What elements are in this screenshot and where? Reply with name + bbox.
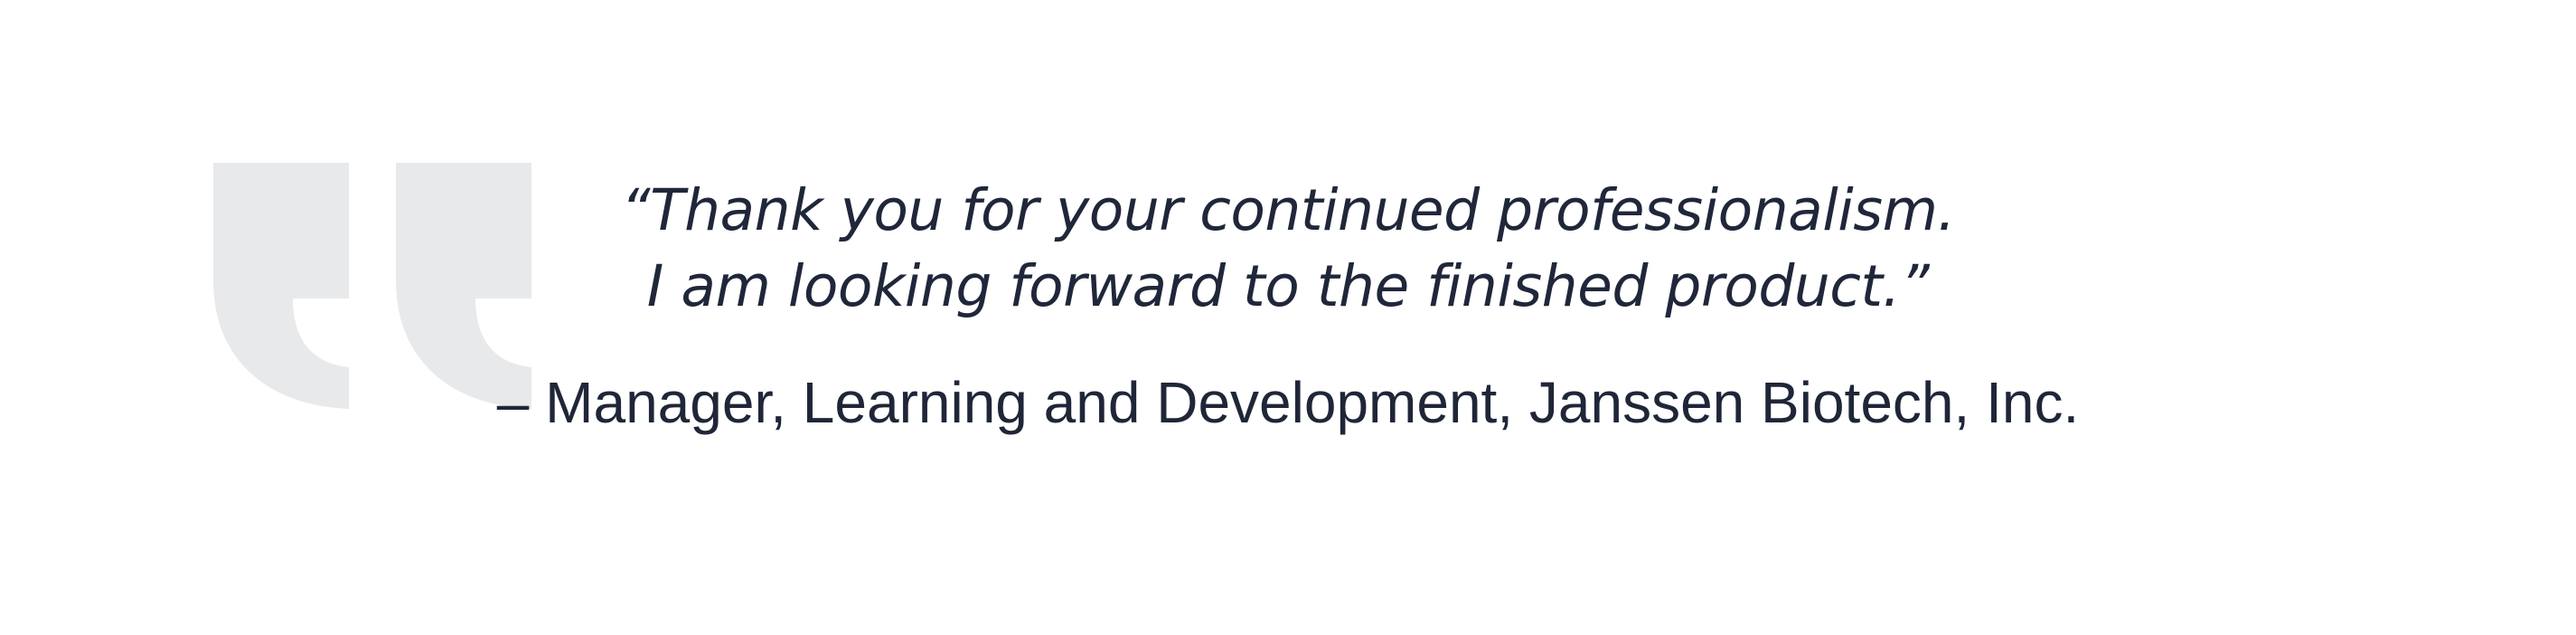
quote-line-1: “Thank you for your continued professionalism. [621,177,1955,243]
quote-attribution: – Manager, Learning and Development, Janssen Biotech, Inc. [496,370,2080,435]
quote-line-2: I am looking forward to the finished product.” [646,253,1930,319]
